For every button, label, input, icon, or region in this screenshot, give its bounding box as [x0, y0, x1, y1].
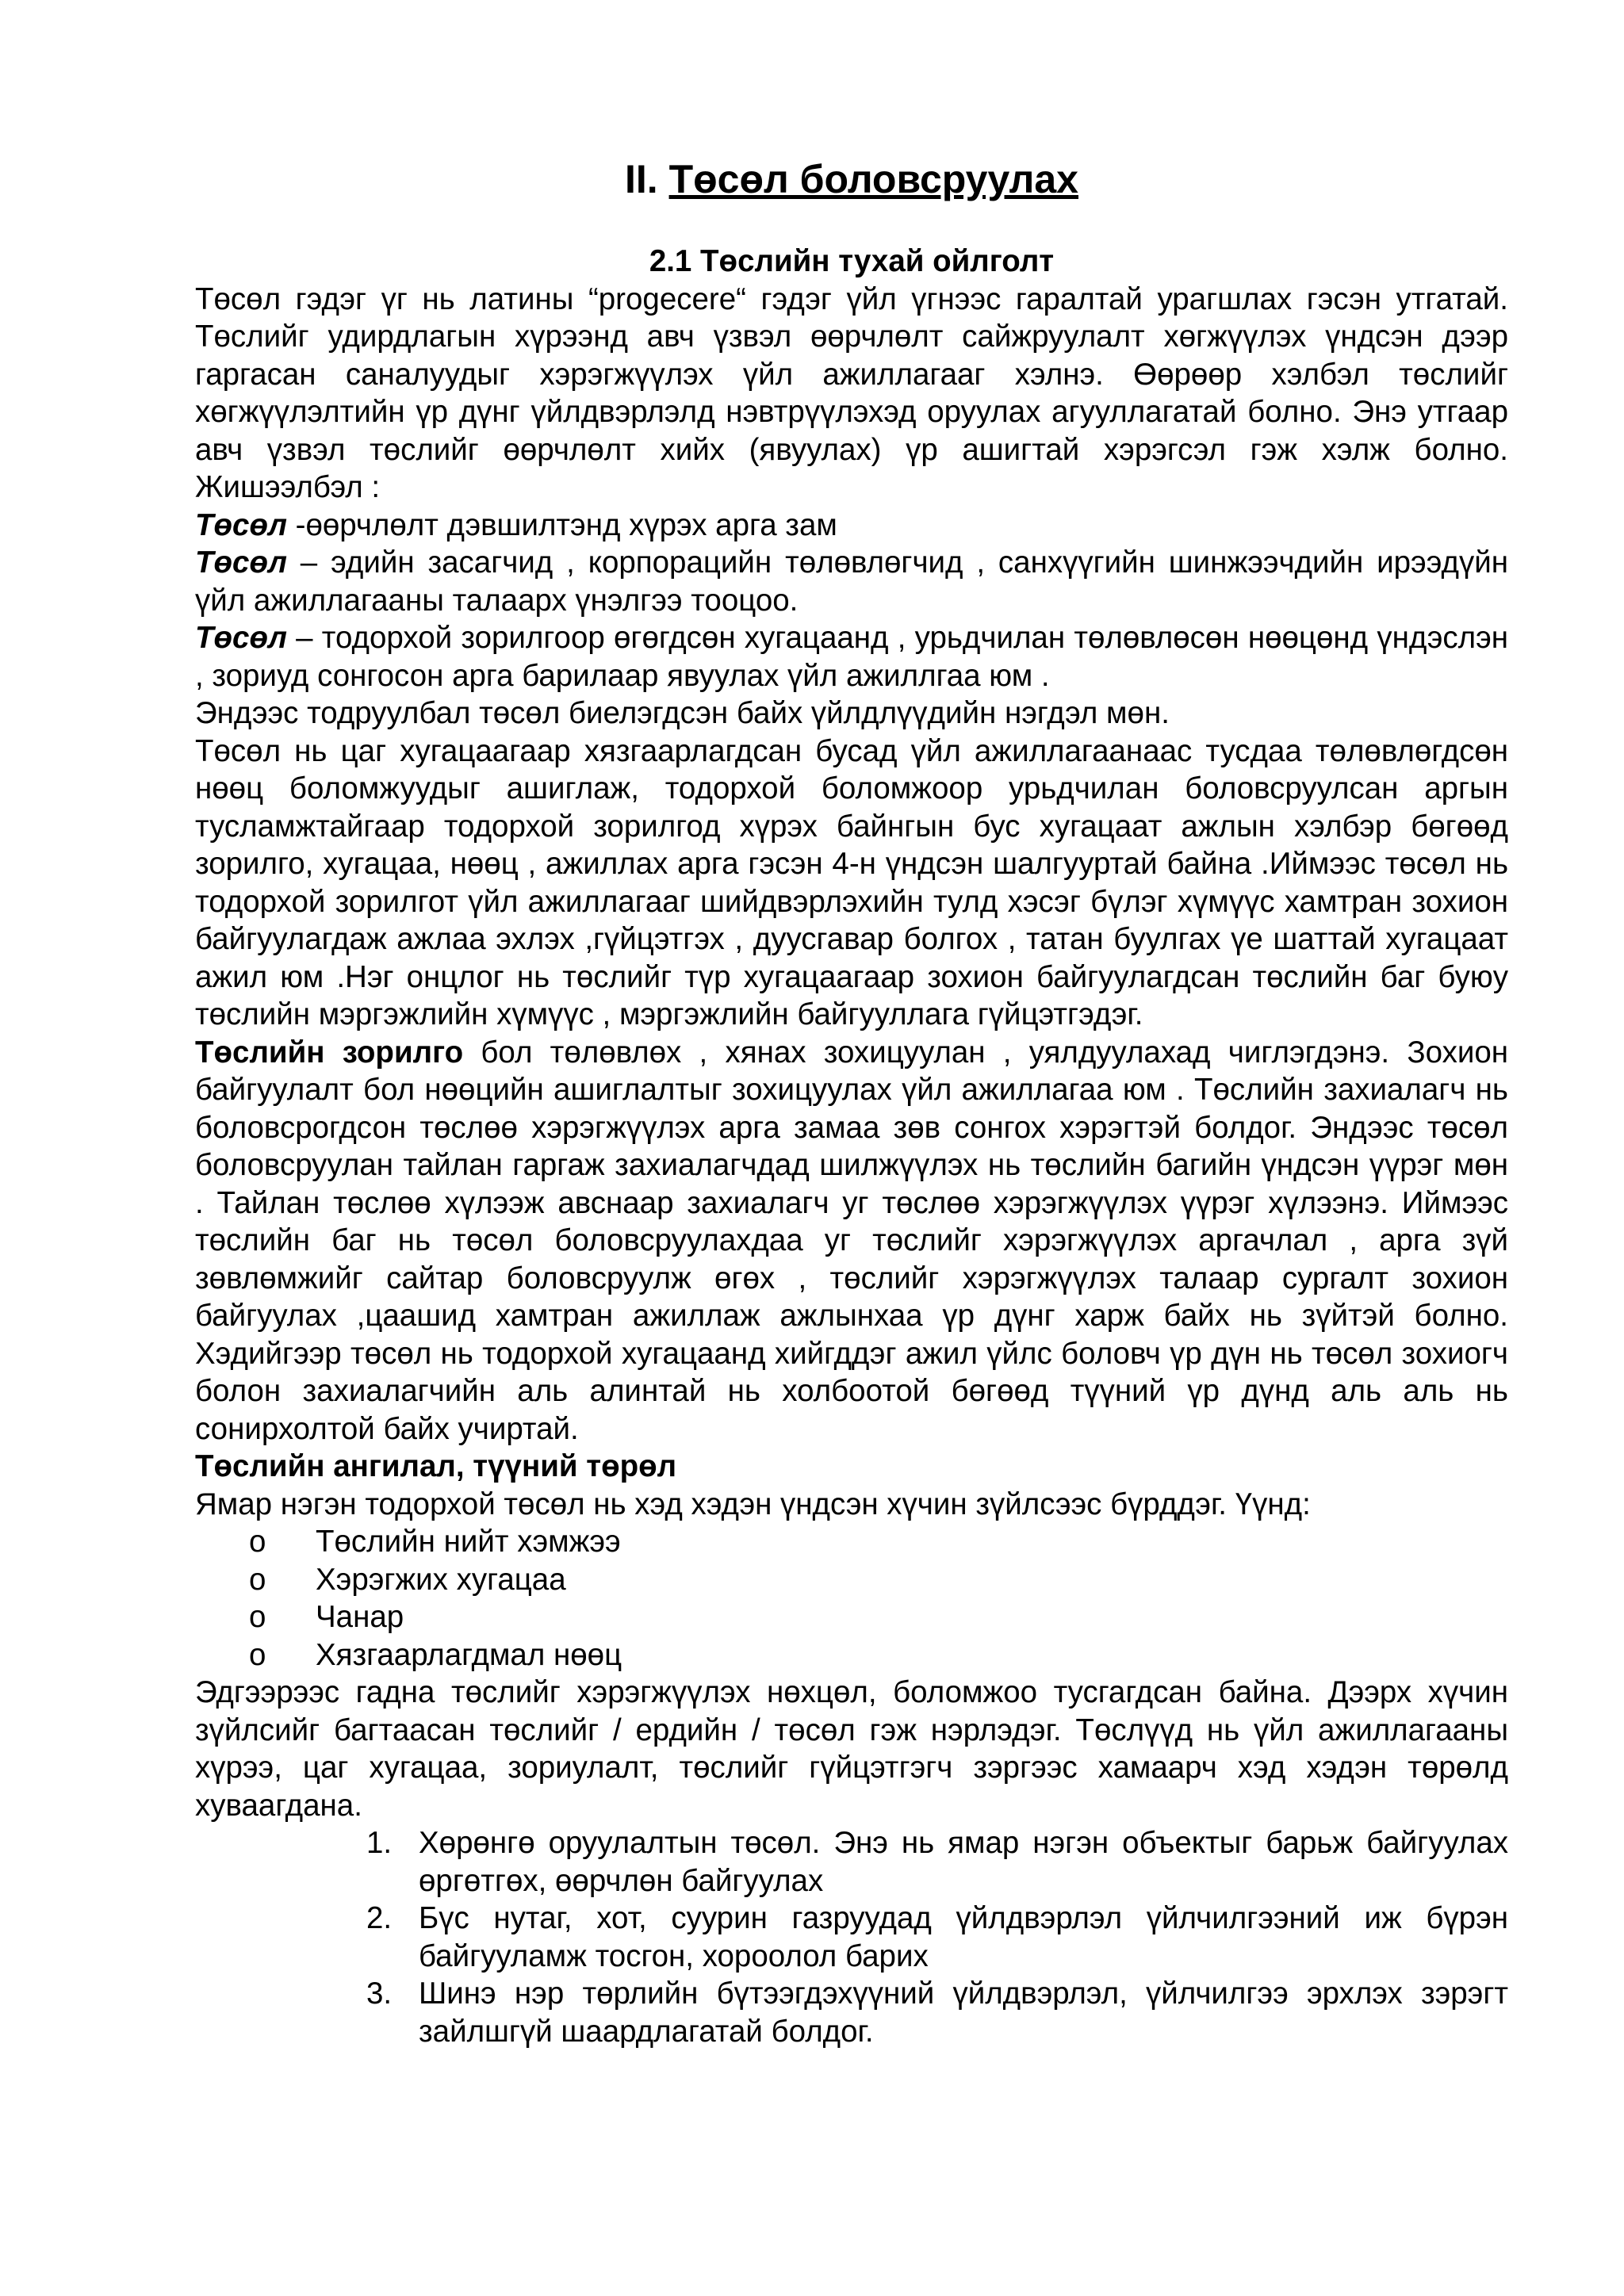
item-number: 2.	[366, 1901, 393, 1935]
definition-text: – эдийн засагчид , корпорацийн төлөвлөгчид , санхүүгийн шинжээчдийн ирээдүйн үйл ажиллагааны талаарх үнэлгээ тооцоо.	[195, 545, 1508, 618]
item-number: 3.	[366, 1976, 393, 2011]
list-item	[366, 1975, 1508, 2050]
item-number: 1.	[366, 1826, 393, 1860]
list-item: o Хязгаарлагдмал нөөц	[249, 1636, 1508, 1674]
title-prefix: II.	[624, 157, 669, 201]
definition-2	[195, 544, 1508, 619]
definition-term: Төсөл	[195, 545, 287, 580]
item-text: Шинэ нэр төрлийн бүтээгдэхүүний үйлдвэрлэл, үйлчилгээ эрхлэх зэрэгт зайлшгүй шаардлагатай болдог.	[419, 1976, 1508, 2049]
goal-text: бол төлөвлөх , хянах зохицуулан , уялдуулахад чиглэгдэнэ. Зохион байгуулалт бол нөөцийн ашиглалтыг зохицуулах үйл ажиллагаа юм . Төслийн захиалагч нь боловсрогдсон төслөө хэрэгжүүлэх арга замаа зөв сонгох хэрэгтэй болдог. Эндээс төсөл боловсруулан тайлан гаргаж захиалагчдад шилжүүлэх нь төслийн багийн үндсэн үүрэг мөн . Тайлан төслөө хүлээж авснаар захиалагч уг төслөө хэрэгжүүлэх үүрэг хүлээнэ. Иймээс төслийн баг нь төсөл боловсруулахдаа уг төслийг хэрэгжүүлэх аргачлал , арга зүй зөвлөмжийг сайтар боловсруулж өгөх , төслийг хэрэгжүүлэх талаар сургалт зохион байгуулах ,цаашид хамтран ажиллаж ажлынхаа үр дүнг харж байх нь зүйтэй болно. Хэдийгээр төсөл нь тодорхой хугацаанд хийгддэг ажил үйлс боловч үр дүн нь төсөл зохиогч болон захиалагчийн аль алинтай нь холбоотой бөгөөд түүний үр дүнд аль аль нь сонирхолтой байх учиртай.	[195, 1035, 1508, 1446]
definition-3	[195, 619, 1508, 695]
goal-term: Төслийн зорилго	[195, 1035, 464, 1070]
item-text: Хөрөнгө оруулалтын төсөл. Энэ нь ямар нэгэн объектыг барьж байгуулах өргөтгөх, өөрчлөн байгуулах	[419, 1826, 1508, 1898]
list-item	[366, 1824, 1508, 1900]
paragraph-factors-intro: Ямар нэгэн тодорхой төсөл нь хэд хэдэн үндсэн хүчин зүйлсээс бүрддэг. Үүнд:	[195, 1487, 1311, 1521]
paragraph-project-nature: Төсөл нь цаг хугацаагаар хязгаарлагдсан бусад үйл ажиллагаанаас тусдаа төлөвлөгдсөн нөөц боломжуудыг ашиглаж, тодорхой боломжоор урьдчилан боловсруулсан аргын тусламжтайгаар тодорхой зорилгод хүрэх байнгын бус хугацаат ажлын хэлбэр бөгөөд зорилго, хугацаа, нөөц , ажиллах арга гэсэн 4-н үндсэн шалгууртай байна .Иймээс төсөл нь тодорхой зорилгот үйл ажиллагааг шийдвэрлэхийн тулд хэсэг бүлэг хүмүүс хамтран зохион байгуулагдаж ажлаа эхлэх ,гүйцэтгэх , дуусгавар болгох , татан буулгах үе шаттай хугацаат ажил юм .Нэг онцлог нь төслийг түр хугацаагаар зохион байгуулагдсан төслийн баг буюу төслийн мэргэжлийн хүмүүс , мэргэжлийн байгууллага гүйцэтгэдэг.	[195, 733, 1508, 1031]
page-title	[195, 155, 1508, 203]
list-item: o Хэрэгжих хугацаа	[249, 1561, 1508, 1599]
definition-1	[195, 507, 1508, 545]
list-item: o Төслийн нийт хэмжээ	[249, 1523, 1508, 1561]
subheading-types: Төслийн ангилал, түүний төрөл	[195, 1449, 677, 1483]
paragraph-summary: Эндээс тодруулбал төсөл биелэгдсэн байх үйлдлүүдийн нэгдэл мөн.	[195, 696, 1170, 730]
paragraph-types: Эдгээрээс гадна төслийг хэрэгжүүлэх нөхцөл, боломжоо тусгагдсан байна. Дээрх хүчин зүйлсийг багтаасан төслийг / ердийн / төсөл гэж нэрлэдэг. Төслүүд нь үйл ажиллагааны хүрээ, цаг хугацаа, зориулалт, төслийг гүйцэтгэгч зэргээс хамаарч хэд хэдэн төрөлд хуваагдана.	[195, 1675, 1508, 1823]
factors-list	[195, 1523, 1508, 1674]
types-list	[195, 1824, 1508, 2050]
definition-text: -өөрчлөлт дэвшилтэнд хүрэх арга зам	[286, 507, 837, 542]
paragraph-intro: Төсөл гэдэг үг нь латины “progecere“ гэдэг үйл үгнээс гаралтай урагшлах гэсэн утгатай. Төслийг удирдлагын хүрээнд авч үзвэл өөрчлөлт сайжруулалт хөгжүүлэх үндсэн дээр гаргасан саналуудыг хэрэгжүүлэх үйл ажиллагааг хэлнэ. Өөрөөр хэлбэл төслийг хөгжүүлэлтийн үр дүнг үйлдвэрлэлд нэвтрүүлэхэд оруулах агууллагатай болно. Энэ утгаар авч үзвэл төслийг өөрчлөлт хийх (явуулах) үр ашигтай хэрэгсэл гэж хэлж болно. Жишээлбэл :	[195, 281, 1508, 504]
paragraph-project-goal	[195, 1034, 1508, 1448]
list-item: o Чанар	[249, 1598, 1508, 1636]
definition-term: Төсөл	[195, 507, 287, 542]
item-text: Бүс нутаг, хот, суурин газруудад үйлдвэрлэл үйлчилгээний иж бүрэн байгууламж тосгон, хороолол барих	[419, 1901, 1508, 1973]
section-title: 2.1 Төслийн тухай ойлголт	[649, 244, 1055, 278]
document-body	[195, 155, 1508, 2050]
definition-term: Төсөл	[195, 621, 287, 655]
title-text: Төсөл боловсруулах	[668, 157, 1078, 201]
definition-text: – тодорхой зорилгоор өгөгдсөн хугацаанд , урьдчилан төлөвлөсөн нөөцөнд үндэслэн , зориуд сонгосон арга барилаар явуулах үйл ажиллгаа юм .	[195, 621, 1508, 693]
list-item	[366, 1900, 1508, 1975]
